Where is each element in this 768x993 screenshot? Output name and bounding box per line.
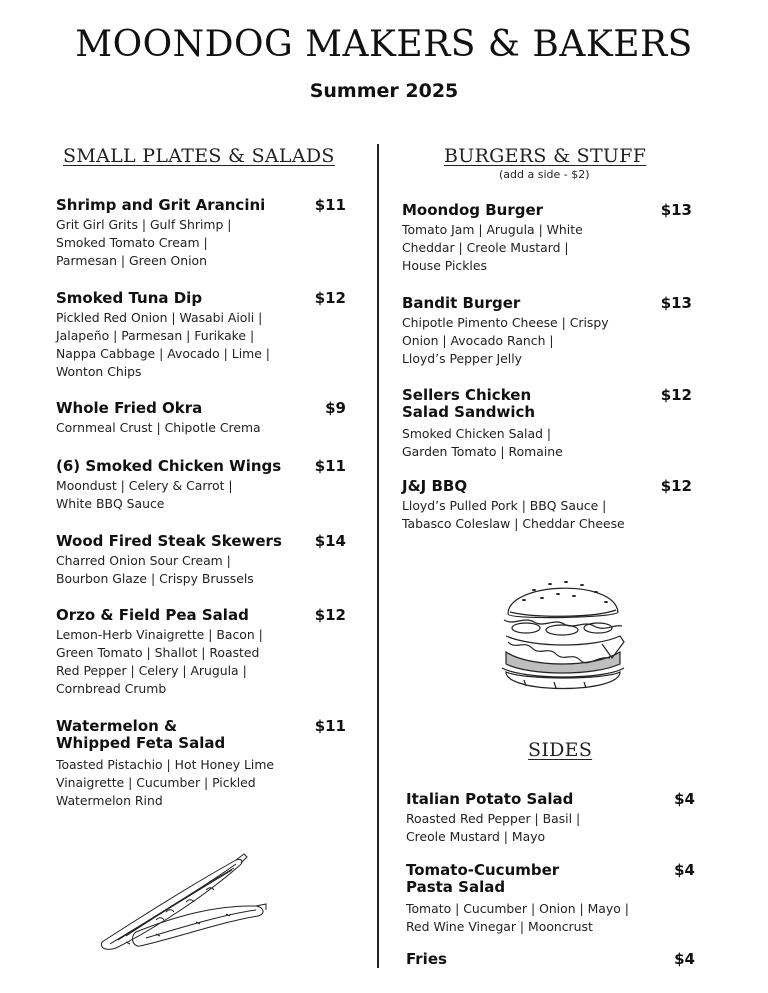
menu-item xyxy=(56,458,346,513)
item-price: $11 xyxy=(314,196,346,214)
restaurant-title: MOONDOG MAKERS & BAKERS xyxy=(75,24,693,65)
menu-item xyxy=(56,533,346,588)
column-divider xyxy=(377,144,379,968)
okra-illustration xyxy=(96,850,276,955)
item-name: Watermelon & Whipped Feta Salad xyxy=(56,717,226,752)
menu-item xyxy=(56,718,346,810)
item-name: Fries xyxy=(406,950,447,968)
item-description: Roasted Red Pepper | Basil | Creole Mustard | Mayo xyxy=(406,811,581,844)
section-heading-small-plates: SMALL PLATES & SALADS xyxy=(63,145,335,167)
item-description: Chipotle Pimento Cheese | Crispy Onion | Avocado Ranch | Lloyd’s Pepper Jelly xyxy=(402,315,609,366)
item-price: $12 xyxy=(660,477,692,495)
section-heading-burgers: BURGERS & STUFF xyxy=(444,145,647,167)
item-price: $13 xyxy=(660,201,692,219)
item-price: $11 xyxy=(314,457,346,475)
menu-item xyxy=(402,387,692,461)
season-subtitle: Summer 2025 xyxy=(309,80,459,102)
item-name: Whole Fried Okra xyxy=(56,399,203,417)
item-price: $12 xyxy=(314,606,346,624)
item-name: Orzo & Field Pea Salad xyxy=(56,606,249,624)
item-name: (6) Smoked Chicken Wings xyxy=(56,457,282,475)
item-name: Wood Fired Steak Skewers xyxy=(56,532,282,550)
menu-item xyxy=(406,862,695,936)
item-description: Lloyd’s Pulled Pork | BBQ Sauce | Tabasco Coleslaw | Cheddar Cheese xyxy=(402,498,625,531)
item-description: Smoked Chicken Salad | Garden Tomato | Romaine xyxy=(402,426,563,459)
item-name: Italian Potato Salad xyxy=(406,790,574,808)
item-price: $4 xyxy=(674,861,695,879)
item-price: $4 xyxy=(674,950,695,968)
menu-item xyxy=(56,607,346,698)
side-upcharge-note: (add a side - $2) xyxy=(499,168,590,181)
section-heading-sides: SIDES xyxy=(528,739,593,761)
item-name: Bandit Burger xyxy=(402,294,521,312)
item-price: $14 xyxy=(314,532,346,550)
menu-item xyxy=(402,478,692,533)
item-description: Charred Onion Sour Cream | Bourbon Glaze | Crispy Brussels xyxy=(56,553,254,586)
item-description: Toasted Pistachio | Hot Honey Lime Vinaigrette | Cucumber | Pickled Watermelon Rind xyxy=(56,757,275,808)
menu-item xyxy=(402,202,692,275)
menu-item xyxy=(402,295,692,368)
menu-item xyxy=(56,400,346,437)
item-description: Tomato | Cucumber | Onion | Mayo | Red Wine Vinegar | Mooncrust xyxy=(406,901,629,934)
item-name: J&J BBQ xyxy=(402,477,468,495)
burger-illustration xyxy=(494,568,630,700)
item-price: $12 xyxy=(314,289,346,307)
item-name: Tomato-Cucumber Pasta Salad xyxy=(406,861,560,896)
item-name: Shrimp and Grit Arancini xyxy=(56,196,266,214)
item-price: $13 xyxy=(660,294,692,312)
item-price: $12 xyxy=(660,386,692,404)
menu-item xyxy=(56,197,346,270)
item-description: Pickled Red Onion | Wasabi Aioli | Jalapeño | Parmesan | Furikake | Nappa Cabbage | Avocado | Lime | Wonton Chips xyxy=(56,310,270,379)
item-name: Smoked Tuna Dip xyxy=(56,289,203,307)
item-description: Moondust | Celery & Carrot | White BBQ Sauce xyxy=(56,478,233,511)
item-name: Moondog Burger xyxy=(402,201,544,219)
item-description: Tomato Jam | Arugula | White Cheddar | Creole Mustard | House Pickles xyxy=(402,222,583,273)
item-description: Cornmeal Crust | Chipotle Crema xyxy=(56,420,261,435)
item-description: Lemon-Herb Vinaigrette | Bacon | Green Tomato | Shallot | Roasted Red Pepper | Celery | Arugula | Cornbread Crumb xyxy=(56,627,263,696)
item-price: $9 xyxy=(325,399,346,417)
item-price: $4 xyxy=(674,790,695,808)
item-description: Grit Girl Grits | Gulf Shrimp | Smoked Tomato Cream | Parmesan | Green Onion xyxy=(56,217,232,268)
menu-item xyxy=(406,951,695,968)
menu-item xyxy=(56,290,346,381)
item-name: Sellers Chicken Salad Sandwich xyxy=(402,386,536,421)
item-price: $11 xyxy=(314,717,346,735)
menu-item xyxy=(406,791,695,846)
